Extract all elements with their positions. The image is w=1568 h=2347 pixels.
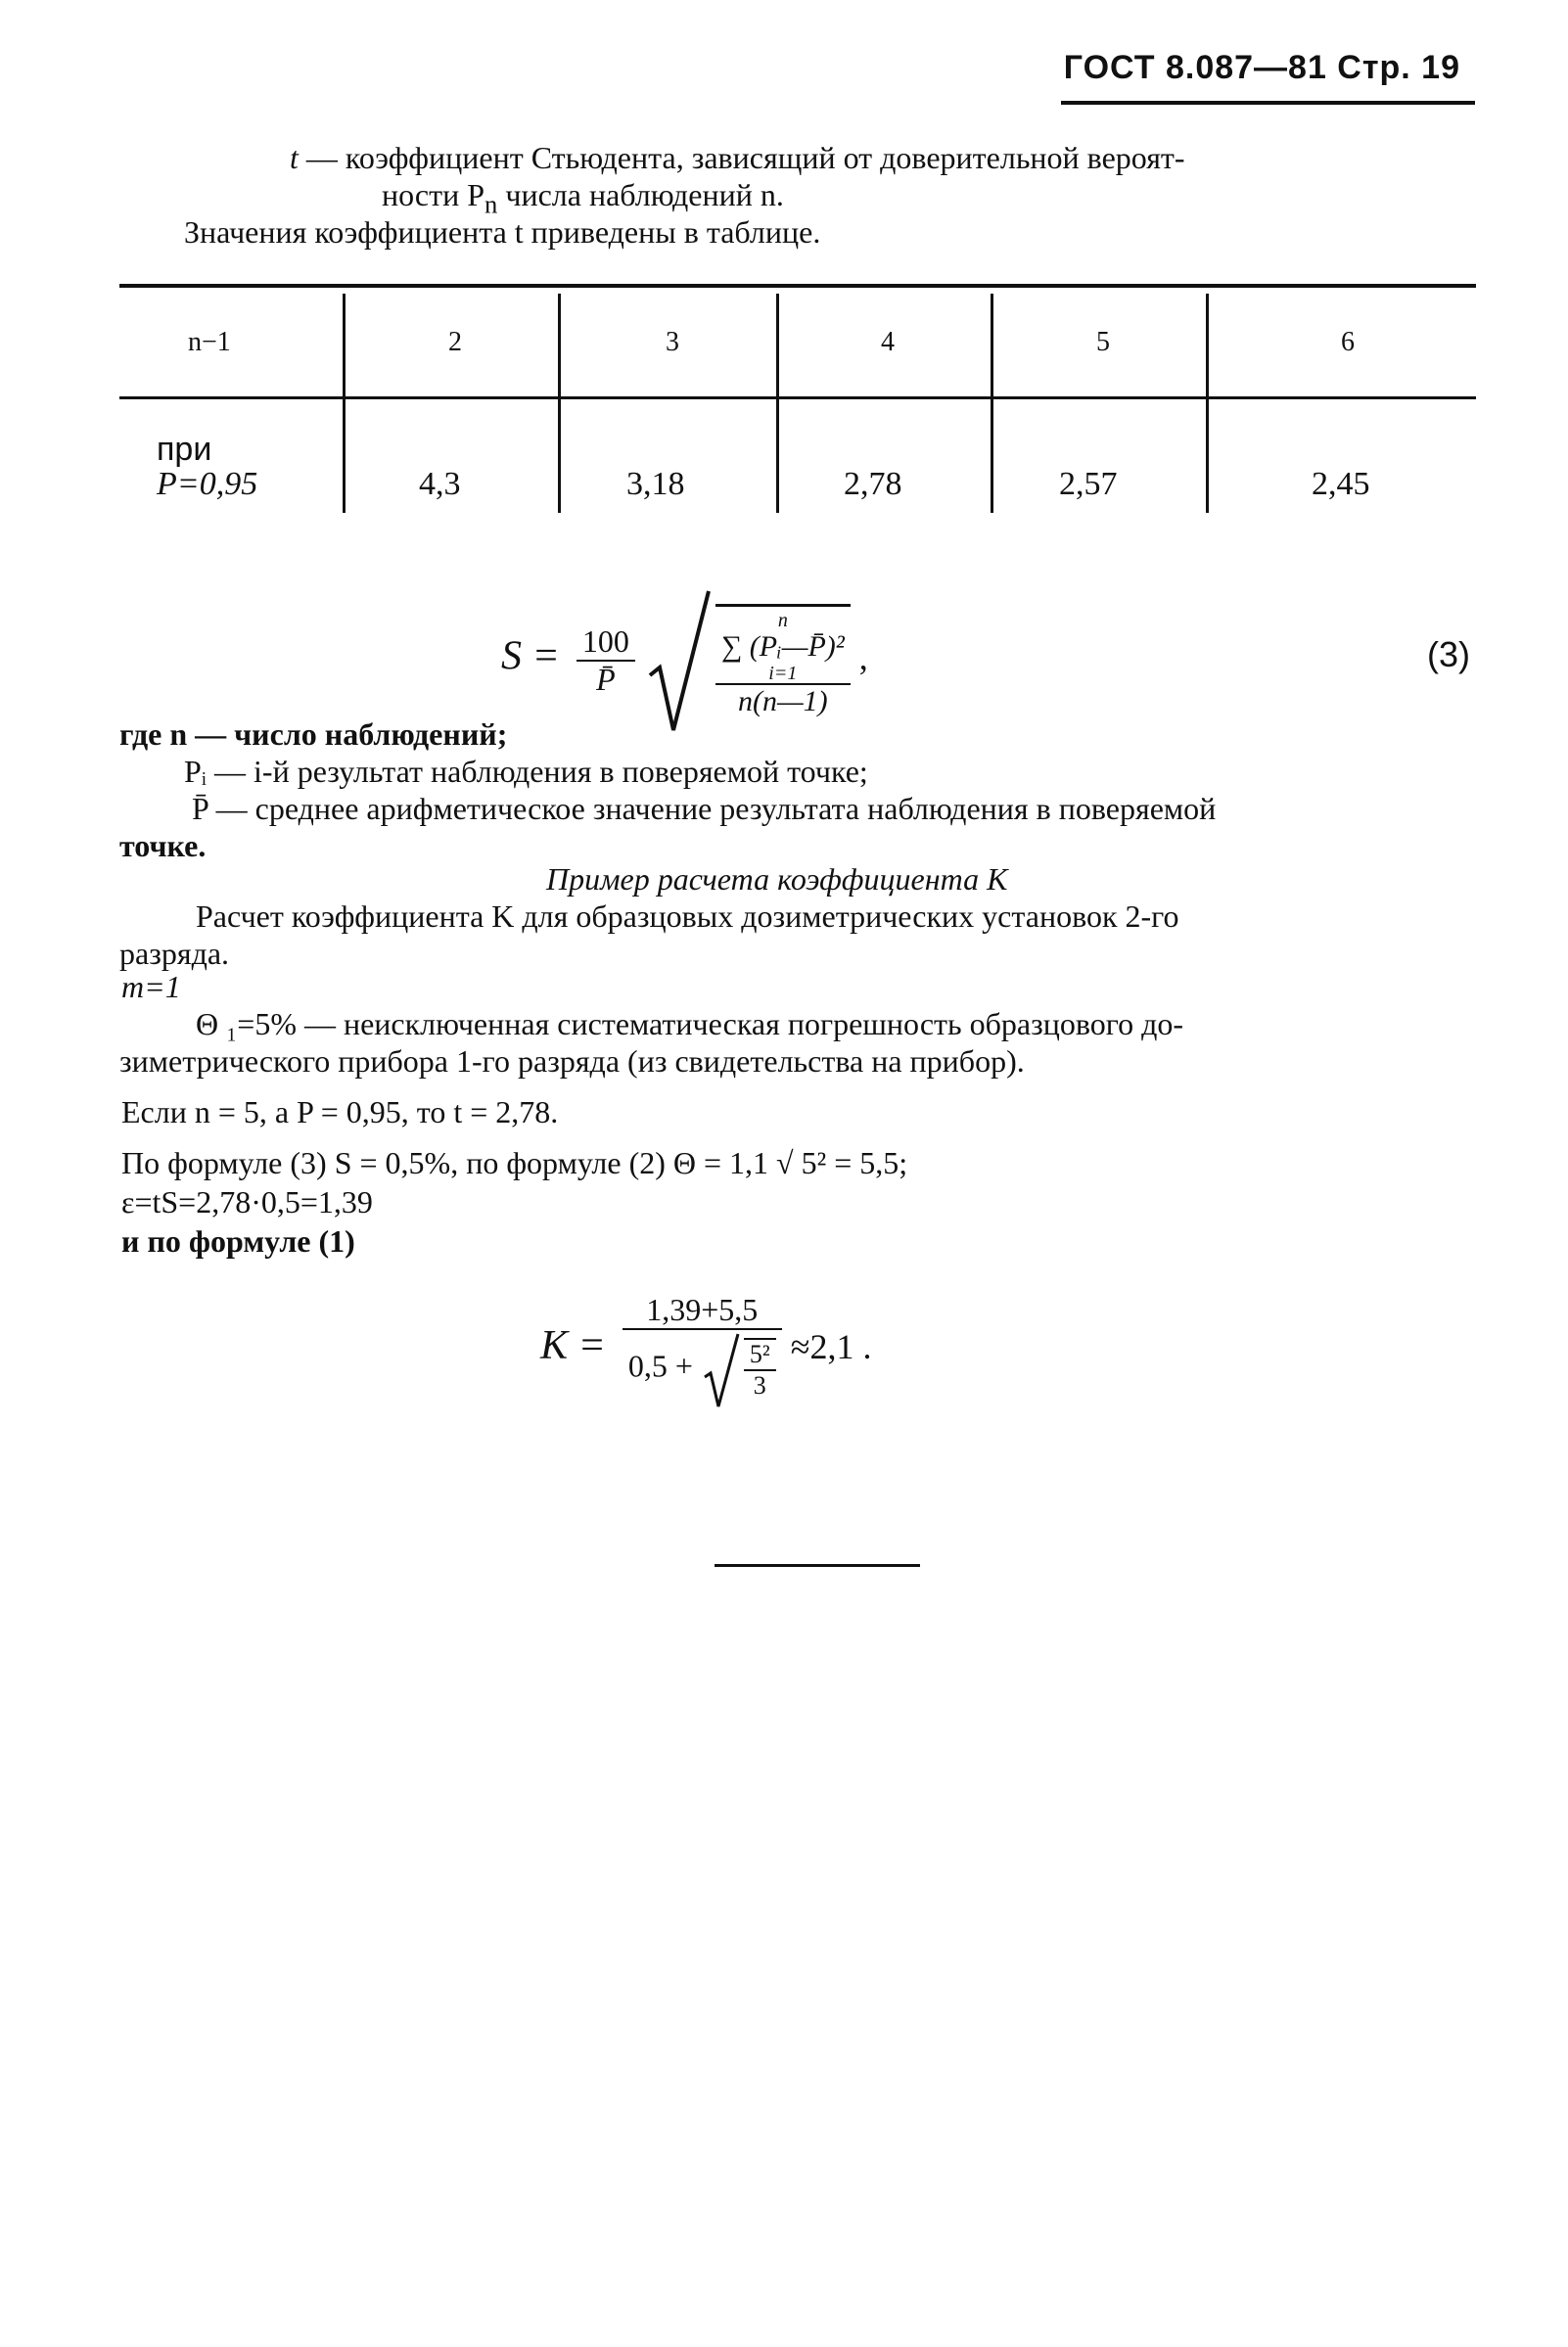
table-header-label: n−1 [188, 327, 231, 357]
where-line-3: P̄ — среднее арифметическое значение результата наблюдения в поверяемой [192, 791, 1217, 826]
where-line-4: точке. [119, 828, 207, 863]
example-if-line: Если n = 5, а P = 0,95, то t = 2,78. [121, 1094, 559, 1129]
example-p1b: разряда. [119, 936, 230, 971]
formula-3-den: n(n—1) [737, 684, 828, 717]
page-header: ГОСТ 8.087—81 Стр. 19 [1063, 49, 1460, 86]
table-header-col: 5 [1096, 327, 1110, 357]
example-formula-line: По формуле (3) S = 0,5%, по формуле (2) Θ = 1,1 √ 5² = 5,5; [121, 1145, 908, 1180]
formula-3-coef [576, 623, 635, 698]
table-row-label-1: при [157, 431, 212, 468]
intro-line-2-rest: числа наблюдений n. [497, 177, 784, 212]
where-line-1: где n — число наблюдений; [119, 716, 508, 752]
formula-3-sum [715, 611, 851, 685]
intro-line-1 [290, 140, 1185, 175]
table-header-col: 3 [666, 327, 679, 357]
formula-k-lhs: K = [540, 1322, 606, 1368]
example-theta-b: зиметрического прибора 1-го разряда (из свидетельства на прибор). [119, 1043, 1025, 1079]
formula-3-coef-den: P̄ [596, 662, 616, 697]
table-vline-5 [1206, 294, 1209, 513]
table-top-rule [119, 284, 1476, 288]
table-vline-1 [343, 294, 346, 513]
intro-line-2-sub: n [484, 189, 498, 219]
formula-3-sum-top: n [777, 609, 788, 631]
example-title: Пример расчета коэффициента K [546, 861, 1008, 897]
formula-3-coef-num: 100 [576, 623, 635, 662]
equation-number: (3) [1427, 634, 1470, 674]
formula-k-radicand [744, 1338, 776, 1401]
example-m: m=1 [121, 969, 181, 1004]
table-vline-3 [776, 294, 779, 513]
table-cell: 3,18 [626, 466, 685, 502]
formula-3-lhs: S = [501, 633, 560, 679]
formula-3 [501, 587, 868, 734]
example-theta-a: Θ ₁=5% — неисключенная систематическая погрешность образцового до- [196, 1006, 1184, 1041]
example-eps-line: ε=tS=2,78·0,5=1,39 [121, 1184, 373, 1220]
radical-sign [644, 587, 713, 734]
table-cell: 2,57 [1059, 466, 1118, 502]
intro-line-1-text: — коэффициент Стьюдента, зависящий от доверительной вероят- [298, 140, 1185, 175]
end-rule [715, 1564, 920, 1567]
table-cell: 2,78 [844, 466, 902, 502]
formula-k-num: 1,39+5,5 [623, 1292, 782, 1330]
where-line-2: Pᵢ — i-й результат наблюдения в поверяемой точке; [184, 754, 868, 789]
formula-k-frac [623, 1292, 782, 1408]
table-cell: 4,3 [419, 466, 461, 502]
intro-line-3: Значения коэффициента t приведены в таблице. [184, 214, 821, 250]
formula-k [540, 1292, 871, 1408]
formula-k-den-left: 0,5 + [627, 1348, 693, 1384]
table-row-label-2: P=0,95 [157, 466, 258, 502]
formula-3-comma: , [858, 637, 868, 677]
header-rule [1061, 101, 1475, 105]
example-and-line: и по формуле (1) [121, 1223, 355, 1259]
table-vline-2 [558, 294, 561, 513]
formula-k-den [623, 1330, 782, 1408]
formula-k-result: ≈2,1 . [790, 1326, 872, 1366]
intro-line-2-text: ности P [382, 177, 485, 212]
radical-sign-small [701, 1330, 740, 1408]
example-p1a: Расчет коэффициента K для образцовых дозиметрических установок 2-го [196, 898, 1179, 934]
formula-k-den-den: 3 [753, 1371, 766, 1400]
formula-3-radicand [715, 604, 851, 718]
table-header-rule [119, 396, 1476, 399]
t-symbol: t [290, 140, 299, 175]
table-header-col: 2 [448, 327, 462, 357]
table-cell: 2,45 [1312, 466, 1370, 502]
formula-3-sum-bottom: i=1 [768, 662, 798, 684]
table-header-col: 6 [1341, 327, 1355, 357]
formula-k-den-num: 5² [744, 1340, 776, 1371]
table-vline-4 [991, 294, 993, 513]
formula-3-sum-body: ∑ (Pᵢ—P̄)² [720, 629, 845, 663]
table-header-col: 4 [881, 327, 895, 357]
